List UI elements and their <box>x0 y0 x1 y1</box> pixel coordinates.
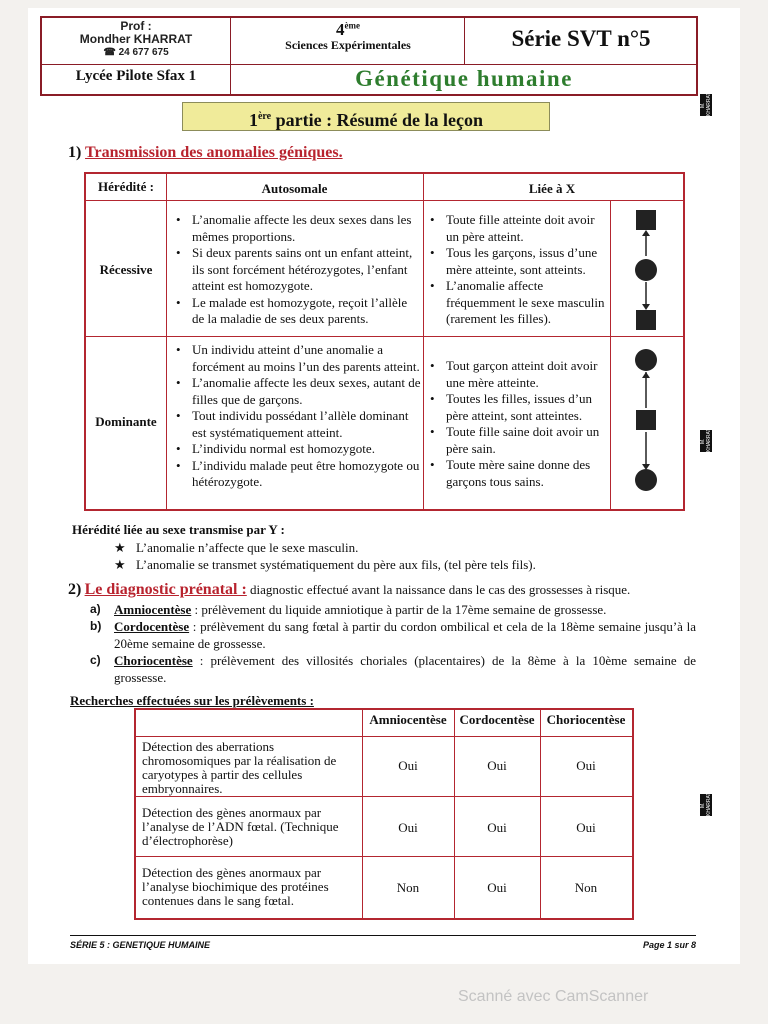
label-recessive: Récessive <box>99 262 153 277</box>
header-cordocentese: Cordocentèse <box>459 712 535 727</box>
value-cell: Oui <box>487 758 507 773</box>
row-label: Détection des gènes anormaux par l’analyse biochimique des protéines contenues dans le sang fœtal. <box>142 865 329 908</box>
value-cell: Oui <box>487 880 507 895</box>
value-cell: Oui <box>576 820 596 835</box>
header-autosomale: Autosomale <box>261 181 328 196</box>
recherches-table <box>134 708 634 920</box>
list-item: • L’anomalie affecte fréquemment le sexe masculin (rarement les filles). <box>424 278 610 328</box>
list-item: • Toutes les filles, issues d’un père atteint, sont atteintes. <box>424 391 610 424</box>
label-dominante: Dominante <box>95 414 157 429</box>
footer-page: Page 1 sur 8 <box>642 940 696 950</box>
list-item: • Toute mère saine donne des garçons tous sains. <box>424 457 610 490</box>
pedigree-recessive-diagram <box>624 206 668 334</box>
affected-male-symbol <box>636 410 656 430</box>
list-item: • Toute fille saine doit avoir un père sain. <box>424 424 610 457</box>
affected-male-symbol <box>636 310 656 330</box>
list-item: • Un individu atteint d’une anomalie a forcément au moins l’un des parents atteint. <box>170 342 422 375</box>
level-number: 4 <box>336 20 345 39</box>
diagnostic-item: c) Choriocentèse : prélèvement des villosités choriales (placentaires) de la 8ème à la 10ème semaine de grossesse. <box>90 653 696 685</box>
level-section: Sciences Expérimentales <box>285 38 411 52</box>
section1-num: 1) <box>68 144 82 161</box>
diagnostic-item: a) Amniocentèse : prélèvement du liquide amniotique à partir de la 17ème semaine de grossesse. <box>90 602 607 617</box>
value-cell: Oui <box>487 820 507 835</box>
affected-female-symbol <box>635 469 657 491</box>
arrow-down-icon <box>642 304 650 310</box>
dominante-liee-x-cell <box>424 358 610 490</box>
partie-banner <box>182 102 550 131</box>
value-cell: Oui <box>576 758 596 773</box>
recherches-title: Recherches effectuées sur les prélèvements : <box>70 693 314 708</box>
prof-block <box>42 20 230 59</box>
row-label: Détection des gènes anormaux par l’analyse de l’ADN fœtal. (Technique d’électrophorèse) <box>142 805 339 848</box>
header-heredite: Hérédité : <box>98 179 154 194</box>
affected-male-symbol <box>636 210 656 230</box>
level-block <box>232 20 464 53</box>
affected-female-symbol <box>635 349 657 371</box>
subject-title: Génétique humaine <box>355 66 573 91</box>
arrow-up-icon <box>642 230 650 236</box>
list-item: • Tous les garçons, issus d’une mère atteinte, sont atteints. <box>424 245 610 278</box>
section2-intro: diagnostic effectué avant la naissance dans le cas des grossesses à risque. <box>246 582 631 597</box>
header-box <box>40 16 698 96</box>
partie-sup: ère <box>257 111 272 122</box>
level-sup: ème <box>344 20 360 31</box>
prof-name: Mondher KHARRAT <box>79 32 193 46</box>
y-linked-title: Hérédité liée au sexe transmise par Y : <box>72 522 285 537</box>
header-choriocentese: Choriocentèse <box>546 712 626 727</box>
section2-num: 2) <box>68 581 82 598</box>
list-item: • Si deux parents sains ont un enfant atteint, ils sont forcément hétérozygotes, l’enfant atteint est homozygote. <box>170 245 422 295</box>
section1-heading <box>68 144 343 162</box>
section2-heading <box>68 581 630 599</box>
value-cell: Oui <box>398 820 418 835</box>
value-cell: Non <box>574 880 598 895</box>
scanner-watermark: Scanné avec CamScanner <box>458 988 649 1005</box>
phone-number: ☎ 24 677 675 <box>103 47 169 58</box>
list-item: • L’anomalie affecte les deux sexes, autant de filles que de garçons. <box>170 375 422 408</box>
partie-text: partie : Résumé de la leçon <box>271 110 484 130</box>
y-linked-item: ★ L’anomalie se transmet systématiquement du père aux fils, (tel père tels fils). <box>114 557 536 572</box>
transmission-table <box>84 172 685 511</box>
school-name: Lycée Pilote Sfax 1 <box>75 68 197 84</box>
recessive-autosomale-cell <box>170 212 422 328</box>
list-item: • Tout garçon atteint doit avoir une mère atteinte. <box>424 358 610 391</box>
arrow-up-icon <box>642 372 650 378</box>
list-item: • L’anomalie affecte les deux sexes dans les mêmes proportions. <box>170 212 422 245</box>
list-item: • Toute fille atteinte doit avoir un père atteint. <box>424 212 610 245</box>
list-item: • L’individu malade peut être homozygote ou hétérozygote. <box>170 458 422 491</box>
footer <box>70 935 696 950</box>
list-item: • L’individu normal est homozygote. <box>170 441 422 458</box>
dominante-autosomale-cell <box>170 342 422 491</box>
list-item: • Tout individu possédant l’allèle dominant est systématiquement atteint. <box>170 408 422 441</box>
pedigree-dominante-diagram <box>624 344 668 494</box>
list-item: • Le malade est homozygote, reçoit l’allèle de la maladie de ses deux parents. <box>170 295 422 328</box>
value-cell: Oui <box>398 758 418 773</box>
prof-label: Prof : <box>120 19 152 33</box>
header-amniocentese: Amniocentèse <box>369 712 447 727</box>
header-liee-x: Liée à X <box>528 181 576 196</box>
section1-title: Transmission des anomalies géniques. <box>85 144 343 161</box>
side-tag-mid: M. KHARRAT <box>700 428 712 452</box>
value-cell: Non <box>396 880 420 895</box>
y-linked-item: ★ L’anomalie n’affecte que le sexe masculin. <box>114 540 359 555</box>
footer-left: SÉRIE 5 : GENETIQUE HUMAINE <box>70 940 211 950</box>
recessive-liee-x-cell <box>424 212 610 328</box>
side-tag-top: M. KHARRAT <box>700 92 712 116</box>
affected-female-symbol <box>635 259 657 281</box>
partie-num: 1 <box>248 110 258 130</box>
diagnostic-item: b) Cordocentèse : prélèvement du sang fœtal à partir du cordon ombilical et cela de la 18ème semaine jusqu’à la 20ème semaine de grossesse. <box>90 619 696 651</box>
row-label: Détection des aberrations chromosomiques par la réalisation de caryotypes à partir des cellules embryonnaires. <box>142 739 337 796</box>
serie-title: Série SVT n°5 <box>511 26 651 51</box>
side-tag-bottom: M. KHARRAT <box>700 792 712 816</box>
section2-title: Le diagnostic prénatal : <box>84 581 247 598</box>
